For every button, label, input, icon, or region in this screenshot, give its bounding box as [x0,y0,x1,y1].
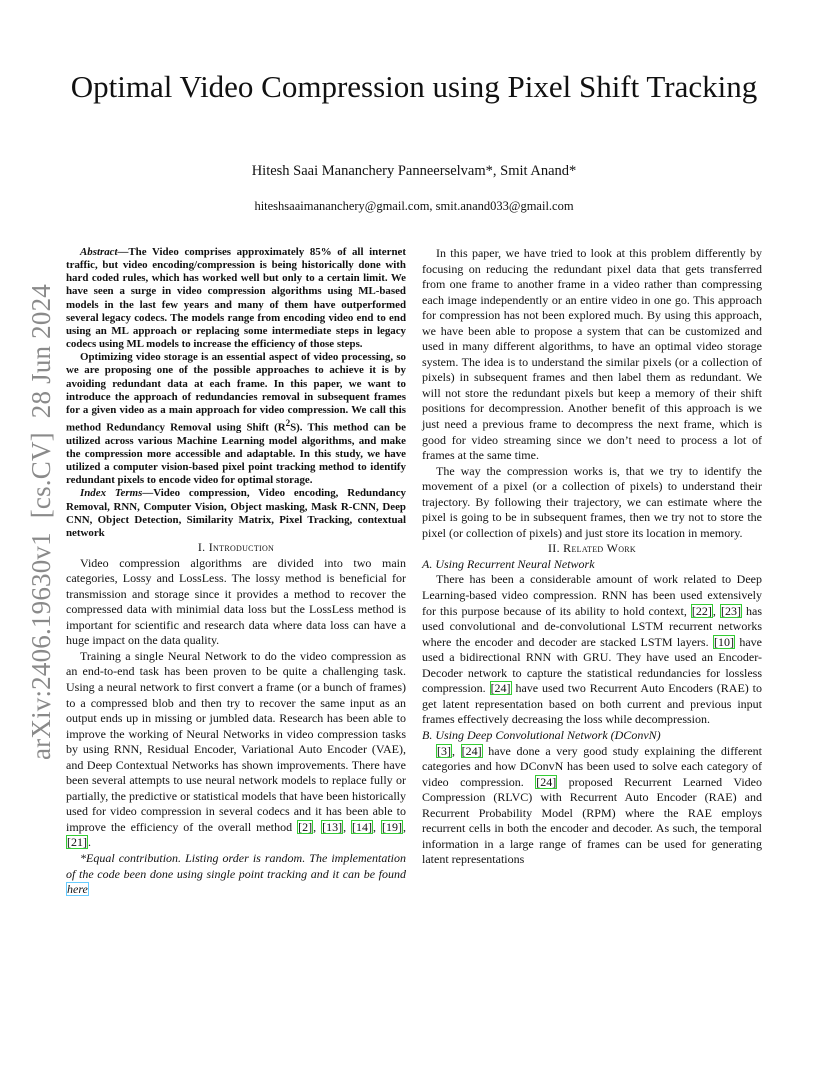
left-column [66,246,406,898]
right-paragraph-2: The way the compression works is, that we try to identify the movement of a pixel (or a collection of pixels) to understand their trajectory. By following their trajectory, we can estimate where the pixel is going to be in subsequent frames, then we try not to store the pixel (or collection of pixels) and just store its location in memory. [422,463,762,540]
right-paragraph-1: In this paper, we have tried to look at this problem differently by focusing on reducing the redundant pixel data that gets transferred from one frame to another frame in a video rather than compressing each image independently or an entire video in one go. This approach for compression has not been explored much. By using this approach, we have been able to propose a system that can be customized and used in many different algorithms, to have an optimal video storage system. The idea is to understand the similar pixels (or a collection of pixels) in subsequent frames and then label them as redundant. We will not store the redundant pixels but keep a memory of their shift positions for decompression. Another benefit of this approach is we just need a previous frame to decompress the next frame, which is good for video streaming since we don’t need to process a lot of frames at the same time. [422,246,762,463]
subsection-heading-dconvn: B. Using Deep Convolutional Network (DConvN) [422,727,661,742]
citation-link[interactable]: [14] [352,819,373,834]
intro-paragraph-2: Training a single Neural Network to do the video compression as an end-to-end task has been proven to be quite a challenging task. Using a neural network to first convert a frame (or a bunch of frames) to a compressed blob and then try to recover the same input as an output ends up in missing or jumbled data. Research has been able to improve the working of Neural Networks in video compression tasks by using RNN, Residual Encoder, Variational Auto Encoder (VAE), and Deep Contextual Networks has shown improvements. There have been several attempts to use neural network models to replace fully or partially, the predictive or statistical models that have been historically used for video compression in several codecs and it has been able to improve the efficiency of the overall method [2], [13], [14], [19], [21]. [66,648,407,850]
citation-link[interactable]: [24] [490,681,511,696]
citation-link[interactable]: [24] [536,774,557,789]
citation-link[interactable]: [10] [713,634,734,649]
right-column [422,246,762,868]
citation-link[interactable]: [13] [322,819,343,834]
paper-title: Optimal Video Compression using Pixel Shift Tracking [70,69,758,104]
citation-link[interactable]: [19] [382,819,403,834]
footnote: *Equal contribution. Listing order is random. The implementation of the code been done using single point tracking and it can be found here [66,851,406,897]
dconvn-paragraph: [3], [24] have done a very good study explaining the different categories and how DConvN has been used to solve each category of video compression. [24] proposed Recurrent Learned Video Compression (RLVC) with Recurrent Auto Encoder (RAE) and Recurrent Probability Model (RPM) where the RAE employs recurrent cells in both the encoder and decoder. As such, the temporal information in a large range of frames can be used for generating latent representations [422,743,763,867]
subsection-heading-rnn: A. Using Recurrent Neural Network [422,556,595,571]
author-emails: hiteshsaaimananchery@gmail.com, smit.anand033@gmail.com [254,199,574,213]
abstract-paragraph-1: Abstract—The Video comprises approximately 85% of all internet traffic, but video encoding/compression is being historically done with hard coded rules, which has worked well but only to a certain limit. We have seen a surge in video compression algorithms using ML-based models in the last few years and many of them have outperformed several legacy codecs. The models range from encoding video end to end using an ML approach or replacing some intermediate steps in legacy codecs using ML models to increase the efficiency of those steps. [66,246,406,351]
citation-link[interactable]: [2] [298,819,313,834]
intro-paragraph-1: Video compression algorithms are divided into two main categories, Lossy and LossLess. The lossy method is beneficial for transmission and storage since it provides a method to recover the compressed data with minimial data loss but the LossLess method is important for scientific and research data where data loss can have a huge impact on the data quality. [66,555,406,648]
citation-link[interactable]: [21] [67,835,87,850]
arxiv-identifier-stamp: arXiv:2406.19630v1 [cs.CV] 28 Jun 2024 [26,284,56,760]
abstract-label: Abstract [80,246,118,258]
index-terms-label: Index Terms [80,487,143,500]
paper-authors: Hitesh Saai Mananchery Panneerselvam*, Smit Anand* [251,163,577,179]
abstract [66,246,406,540]
section-heading-introduction: I. Introduction [197,540,275,555]
citation-link[interactable]: [22] [691,603,712,618]
code-link[interactable]: here [67,882,88,897]
rnn-paragraph: There has been a considerable amount of work related to Deep Learning-based video compression. RNN has been used extensively for this purpose because of its ability to hold context, [22], [23] has used convolutional and de-convolutional LSTM recurrent networks where the encoder and decoder are stacked LSTM layers. [10] have used a bidirectional RNN with GRU. They have used an Encoder-Decoder network to capture the statistical redundancies for lossless compression. [24] have used two Recurrent Auto Encoders (RAE) to get latent representation based on both current and previous input frames effectively decreasing the loss while decompression. [422,572,763,727]
superscript-two: 2 [285,418,291,429]
citation-link[interactable]: [23] [720,603,741,618]
citation-link[interactable]: [24] [461,743,482,758]
abstract-paragraph-2: Optimizing video storage is an essential aspect of video processing, so we are proposing one of the possible approaches to achieve it is by avoiding redundant data at each frame. In this paper, we want to introduce the approach of redundancies removal in subsequent frames for a given video as a main approach for video compression. We call this method Redundancy Removal using Shift $(R^2S)$. This method can be utilized across various Machine Learning model algorithms, and make the compression more accessible and adaptable. In this study, we have utilized a computer vision-based pixel point tracking method to identify redundant pixels to encode video for optimal storage. [66,351,406,487]
index-terms: Index Terms—Video compression, Video encoding, Redundancy Removal, RNN, Computer Vision, Object masking, Mask R-CNN, Deep CNN, Object Detection, Similarity Matrix, Pixel Tracking, contextual network [66,487,406,539]
section-heading-related-work: II. Related Work [547,541,636,556]
citation-link[interactable]: [3] [437,743,451,758]
